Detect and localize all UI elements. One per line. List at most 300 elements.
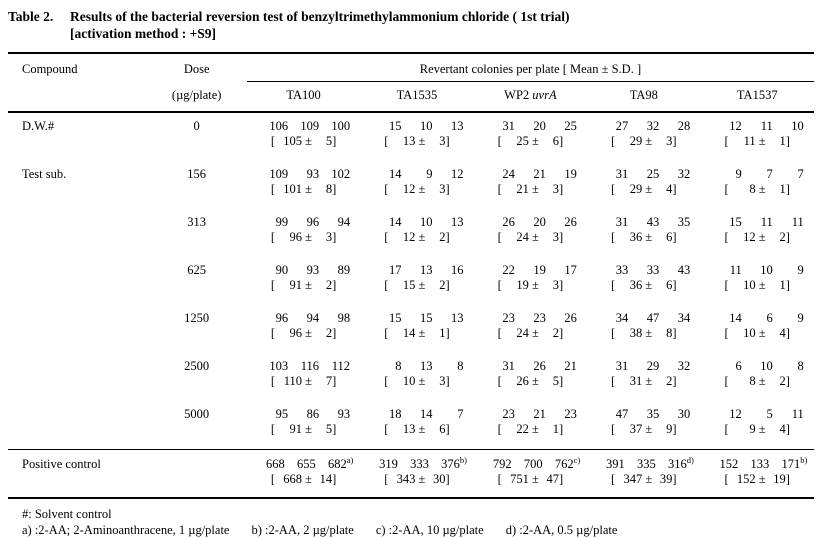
strain-cell — [587, 161, 700, 209]
plate-count: 333 — [410, 457, 429, 471]
plate-count: 15 — [419, 311, 433, 325]
plate-count: 5 — [766, 407, 773, 421]
plate-counts — [360, 311, 473, 326]
plate-count: 391 — [605, 457, 625, 471]
strain-cell — [247, 305, 360, 353]
strain-cell — [587, 112, 700, 161]
plate-count: 792 — [492, 457, 512, 471]
mean-sd: [ 21 ± 3] — [497, 182, 564, 196]
sd-value: 5 — [325, 422, 333, 436]
plate-counts — [700, 359, 814, 374]
dose-cell: 625 — [187, 263, 207, 277]
plate-count: 8 — [457, 359, 464, 373]
strain-cell — [587, 305, 700, 353]
dose-cell — [147, 450, 247, 499]
plate-counts — [360, 454, 473, 472]
mean-value: 8 — [749, 182, 756, 196]
sd-value: 1 — [779, 134, 786, 148]
sd-value: 2 — [439, 230, 446, 244]
dose-cell: 1250 — [184, 311, 210, 325]
mean-sd: [ 12 ± 2] — [384, 230, 450, 244]
plate-count: 16 — [450, 263, 464, 277]
plate-count: 9 — [797, 311, 804, 325]
sd-value: 4 — [666, 182, 673, 196]
plate-count: 23 — [502, 311, 515, 325]
mean-value: 91 — [289, 278, 302, 292]
sd-value: 3 — [666, 134, 673, 148]
plate-count: 19 — [564, 167, 577, 181]
sd-value: 2 — [666, 374, 673, 388]
plate-count: 700 — [523, 457, 543, 471]
strain-cell — [474, 112, 587, 161]
plate-count: 22 — [502, 263, 515, 277]
table-caption — [70, 8, 570, 42]
mean-value: 9 — [749, 422, 756, 436]
strain-cell — [700, 305, 814, 353]
plate-count: 95 — [275, 407, 289, 421]
mean-value: 152 — [736, 472, 756, 486]
mean-value: 38 — [629, 326, 643, 340]
strain-cell — [474, 209, 587, 257]
plate-count: 94 — [337, 215, 351, 229]
sd-value: 1 — [779, 182, 786, 196]
mean-value: 36 — [629, 278, 643, 292]
plate-count: 11 — [760, 215, 773, 229]
plate-counts — [360, 119, 473, 134]
footnote-marker: b) — [459, 454, 468, 465]
plate-count: 93 — [337, 407, 351, 421]
mean-value: 343 — [396, 472, 416, 486]
plate-counts — [247, 263, 360, 278]
strain-cell — [587, 209, 700, 257]
plate-counts — [474, 359, 587, 374]
plate-counts — [587, 454, 700, 472]
sd-value: 2 — [439, 278, 446, 292]
sd-value: 2 — [552, 326, 559, 340]
plate-count: 98 — [337, 311, 351, 325]
plate-count: 17 — [388, 263, 402, 277]
plate-count: 29 — [646, 359, 660, 373]
header-dose: Dose — [183, 62, 210, 76]
plate-count: 7 — [797, 167, 804, 181]
mean-sd: [ 14 ± 1] — [384, 326, 450, 340]
plate-count: 15 — [388, 119, 402, 133]
dose-cell: 2500 — [184, 359, 210, 373]
plate-counts — [587, 407, 700, 422]
strain-cell — [247, 112, 360, 161]
sd-value: 4 — [779, 326, 786, 340]
mean-sd: [ 37 ± 9] — [611, 422, 677, 436]
dose-cell: 313 — [187, 215, 207, 229]
compound-cell: Test sub. — [22, 167, 67, 181]
footnote-c: c) :2-AA, 10 µg/plate — [375, 523, 484, 537]
plate-counts — [700, 407, 814, 422]
plate-counts — [587, 167, 700, 182]
mean-sd: [ 12 ± 3] — [384, 182, 450, 196]
mean-value: 96 — [289, 230, 302, 244]
plate-count: 11 — [791, 215, 804, 229]
plate-count: 11 — [760, 119, 773, 133]
strain-cell — [360, 450, 473, 499]
plate-counts — [700, 119, 814, 134]
mean-sd: [ 10 ± 3] — [384, 374, 450, 388]
mean-sd: [ 25 ± 6] — [497, 134, 564, 148]
plate-counts — [587, 311, 700, 326]
plate-count: 9 — [735, 167, 742, 181]
plate-count: 103 — [269, 359, 289, 373]
mean-sd: [ 11 ± 1] — [724, 134, 790, 148]
mean-sd: [ 24 ± 3] — [497, 230, 564, 244]
header-compound: Compound — [8, 53, 147, 112]
plate-counts — [247, 167, 360, 182]
plate-count: 319 — [379, 457, 398, 471]
mean-value: 10 — [402, 374, 416, 388]
plate-count: 668 — [266, 457, 285, 471]
plate-count: 10 — [760, 263, 773, 277]
plate-counts — [700, 215, 814, 230]
plate-count: 12 — [729, 119, 742, 133]
strain-cell — [700, 257, 814, 305]
plate-counts — [474, 167, 587, 182]
strain-cell — [474, 353, 587, 401]
mean-sd: [ 751 ± 47] — [497, 472, 564, 486]
strain-cell — [247, 353, 360, 401]
mean-value: 24 — [516, 230, 529, 244]
plate-count: 43 — [646, 215, 660, 229]
footnote-marker: a) — [346, 454, 354, 465]
mean-value: 31 — [629, 374, 643, 388]
sd-value: 19 — [773, 472, 786, 486]
plate-count: 31 — [502, 359, 515, 373]
strain-cell — [587, 257, 700, 305]
plate-count: 152 — [719, 457, 739, 471]
sd-value: 8 — [666, 326, 673, 340]
table-caption-line2: [activation method : +S9] — [70, 26, 217, 41]
table-row — [8, 209, 814, 257]
plate-count: 26 — [502, 215, 515, 229]
results-table — [8, 52, 814, 499]
plate-count: 112 — [331, 359, 351, 373]
plate-count: 35 — [646, 407, 660, 421]
plate-count: 109 — [269, 167, 289, 181]
sd-value: 3 — [552, 278, 559, 292]
plate-count: 99 — [275, 215, 289, 229]
sd-value: 3 — [439, 182, 446, 196]
header-strain-ta1537: TA1537 — [700, 82, 814, 113]
plate-count: 10 — [791, 119, 804, 133]
compound-cell: Positive control — [8, 450, 147, 499]
mean-value: 13 — [402, 134, 416, 148]
plate-count: 30 — [677, 407, 691, 421]
sd-value: 8 — [325, 182, 333, 196]
plate-count: 13 — [450, 311, 464, 325]
mean-sd: [ 12 ± 2] — [724, 230, 790, 244]
table-row — [8, 161, 814, 209]
mean-value: 11 — [743, 134, 756, 148]
plate-count: 106 — [269, 119, 289, 133]
strain-cell — [587, 353, 700, 401]
mean-value: 105 — [283, 134, 302, 148]
strain-cell — [247, 401, 360, 450]
header-strain-ta98: TA98 — [587, 82, 700, 113]
mean-sd: [ 29 ± 3] — [611, 134, 677, 148]
plate-counts — [360, 263, 473, 278]
sd-value: 14 — [319, 472, 333, 486]
sd-value: 6 — [552, 134, 559, 148]
plate-count: 14 — [388, 167, 402, 181]
plate-count: 13 — [419, 359, 433, 373]
mean-sd: [ 152 ± 19] — [724, 472, 790, 486]
mean-value: 751 — [510, 472, 529, 486]
mean-value: 13 — [402, 422, 416, 436]
plate-count: 14 — [419, 407, 433, 421]
compound-cell — [8, 305, 147, 353]
mean-sd: [ 29 ± 4] — [611, 182, 677, 196]
mean-value: 21 — [516, 182, 529, 196]
plate-count: 21 — [533, 167, 546, 181]
mean-sd: [ 22 ± 1] — [497, 422, 564, 436]
sd-value: 47 — [546, 472, 559, 486]
sd-value: 30 — [433, 472, 446, 486]
mean-sd: [ 91 ± 2] — [270, 278, 337, 292]
header-strain-wp2uvra: WP2 uvrA — [474, 82, 587, 113]
compound-cell — [8, 353, 147, 401]
plate-count: 10 — [419, 215, 433, 229]
mean-value: 22 — [516, 422, 529, 436]
mean-value: 10 — [743, 326, 756, 340]
plate-counts — [700, 311, 814, 326]
plate-count: 25 — [646, 167, 660, 181]
strain-cell — [360, 257, 473, 305]
mean-sd: [ 15 ± 2] — [384, 278, 450, 292]
plate-count: 376 — [441, 457, 460, 471]
strain-cell — [474, 450, 587, 499]
table-row — [8, 401, 814, 450]
plate-count: 12 — [729, 407, 742, 421]
strain-cell — [587, 450, 700, 499]
plate-counts — [474, 454, 587, 472]
compound-cell: D.W.# — [22, 119, 55, 133]
mean-value: 24 — [516, 326, 529, 340]
plate-count: 15 — [388, 311, 402, 325]
sd-value: 1 — [439, 326, 446, 340]
plate-count: 109 — [300, 119, 320, 133]
strain-cell — [700, 450, 814, 499]
strain-cell — [587, 401, 700, 450]
plate-count: 9 — [797, 263, 804, 277]
mean-sd: [ 31 ± 2] — [611, 374, 677, 388]
plate-counts — [700, 263, 814, 278]
plate-count: 24 — [502, 167, 515, 181]
mean-value: 347 — [623, 472, 643, 486]
plate-count: 762 — [554, 457, 574, 471]
mean-value: 101 — [283, 182, 302, 196]
footnote-marker: c) — [573, 454, 581, 465]
table-row — [8, 112, 814, 161]
sd-value: 3 — [552, 230, 559, 244]
strain-cell — [247, 161, 360, 209]
plate-count: 9 — [426, 167, 433, 181]
strain-cell — [474, 305, 587, 353]
plate-count: 90 — [275, 263, 289, 277]
mean-value: 12 — [743, 230, 756, 244]
mean-sd: [ 36 ± 6] — [611, 278, 677, 292]
footnote-marker: b) — [800, 454, 808, 465]
table-row — [8, 353, 814, 401]
plate-count: 26 — [564, 215, 577, 229]
plate-counts — [474, 119, 587, 134]
mean-value: 12 — [402, 182, 416, 196]
plate-counts — [587, 263, 700, 278]
sd-value: 9 — [666, 422, 673, 436]
plate-count: 7 — [457, 407, 464, 421]
strain-cell — [247, 209, 360, 257]
plate-count: 10 — [760, 359, 773, 373]
mean-value: 110 — [283, 374, 302, 388]
strain-cell — [360, 112, 473, 161]
mean-sd: [ 668 ± 14] — [270, 472, 337, 486]
plate-count: 8 — [797, 359, 804, 373]
plate-counts — [474, 311, 587, 326]
mean-sd: [ 8 ± 2] — [724, 374, 790, 388]
strain-cell — [700, 209, 814, 257]
table-title — [8, 8, 814, 42]
plate-count: 31 — [615, 167, 629, 181]
plate-count: 10 — [419, 119, 433, 133]
mean-value: 12 — [402, 230, 416, 244]
plate-count: 23 — [564, 407, 577, 421]
plate-counts — [360, 215, 473, 230]
plate-count: 26 — [564, 311, 577, 325]
plate-count: 23 — [502, 407, 515, 421]
mean-value: 19 — [516, 278, 529, 292]
plate-counts — [247, 215, 360, 230]
plate-counts — [247, 311, 360, 326]
plate-count: 26 — [533, 359, 546, 373]
plate-count: 27 — [615, 119, 629, 133]
mean-value: 96 — [289, 326, 302, 340]
plate-counts — [360, 407, 473, 422]
plate-count: 6 — [766, 311, 773, 325]
plate-count: 23 — [533, 311, 546, 325]
sd-value: 3 — [552, 182, 559, 196]
mean-sd: [ 9 ± 4] — [724, 422, 790, 436]
plate-count: 17 — [564, 263, 577, 277]
mean-sd: [ 91 ± 5] — [270, 422, 337, 436]
plate-count: 34 — [615, 311, 629, 325]
mean-sd: [ 13 ± 6] — [384, 422, 450, 436]
footnote-legend — [22, 522, 814, 538]
dose-cell: 0 — [193, 119, 200, 133]
plate-count: 21 — [564, 359, 577, 373]
strain-cell — [360, 353, 473, 401]
plate-count: 655 — [297, 457, 316, 471]
strain-cell — [700, 401, 814, 450]
plate-count: 13 — [419, 263, 433, 277]
sd-value: 6 — [439, 422, 446, 436]
mean-sd: [ 38 ± 8] — [611, 326, 677, 340]
footnote-b: b) :2-AA, 2 µg/plate — [251, 523, 354, 537]
sd-value: 3 — [439, 374, 446, 388]
plate-count: 96 — [306, 215, 320, 229]
plate-counts — [247, 359, 360, 374]
plate-count: 12 — [450, 167, 464, 181]
plate-count: 43 — [677, 263, 691, 277]
plate-count: 15 — [729, 215, 742, 229]
plate-count: 86 — [306, 407, 320, 421]
mean-value: 8 — [749, 374, 756, 388]
plate-count: 100 — [331, 119, 351, 133]
mean-value: 668 — [283, 472, 302, 486]
plate-count: 14 — [729, 311, 742, 325]
plate-counts — [587, 215, 700, 230]
plate-counts — [700, 454, 814, 472]
strain-cell — [474, 257, 587, 305]
plate-count: 682 — [328, 457, 347, 471]
plate-count: 94 — [306, 311, 320, 325]
sd-value: 5 — [552, 374, 559, 388]
plate-count: 20 — [533, 215, 546, 229]
plate-count: 47 — [646, 311, 660, 325]
plate-count: 102 — [331, 167, 351, 181]
plate-count: 32 — [677, 167, 691, 181]
mean-sd: [ 105 ± 5] — [270, 134, 337, 148]
plate-count: 33 — [615, 263, 629, 277]
footnote-a: a) :2-AA; 2-Aminoanthracene, 1 µg/plate — [22, 523, 230, 537]
header-strain-ta100: TA100 — [247, 82, 360, 113]
sd-value: 2 — [779, 374, 786, 388]
sd-value: 2 — [779, 230, 786, 244]
plate-count: 133 — [750, 457, 770, 471]
plate-count: 32 — [646, 119, 660, 133]
mean-value: 14 — [402, 326, 416, 340]
mean-value: 29 — [629, 134, 643, 148]
strain-cell — [474, 161, 587, 209]
footnote-solvent: #: Solvent control — [22, 507, 112, 521]
sd-value: 2 — [325, 278, 333, 292]
mean-sd: [ 343 ± 30] — [384, 472, 450, 486]
mean-sd: [ 96 ± 2] — [270, 326, 337, 340]
plate-count: 25 — [564, 119, 577, 133]
sd-value: 7 — [325, 374, 333, 388]
plate-counts — [474, 263, 587, 278]
sd-value: 5 — [325, 134, 333, 148]
plate-count: 34 — [677, 311, 691, 325]
plate-count: 14 — [388, 215, 402, 229]
mean-value: 25 — [516, 134, 529, 148]
footnote-d: d) :2-AA, 0.5 µg/plate — [505, 523, 618, 537]
mean-sd: [ 24 ± 2] — [497, 326, 564, 340]
sd-value: 6 — [666, 230, 673, 244]
plate-count: 6 — [735, 359, 742, 373]
plate-count: 93 — [306, 263, 320, 277]
plate-count: 18 — [388, 407, 402, 421]
plate-count: 89 — [337, 263, 351, 277]
sd-value: 1 — [779, 278, 786, 292]
plate-counts — [474, 215, 587, 230]
plate-count: 7 — [766, 167, 773, 181]
plate-count: 35 — [677, 215, 691, 229]
plate-counts — [587, 119, 700, 134]
plate-count: 93 — [306, 167, 320, 181]
sd-value: 39 — [659, 472, 673, 486]
mean-sd: [ 10 ± 1] — [724, 278, 790, 292]
mean-sd: [ 347 ± 39] — [611, 472, 677, 486]
sd-value: 6 — [666, 278, 673, 292]
table-row — [8, 257, 814, 305]
plate-count: 33 — [646, 263, 660, 277]
strain-cell — [700, 112, 814, 161]
